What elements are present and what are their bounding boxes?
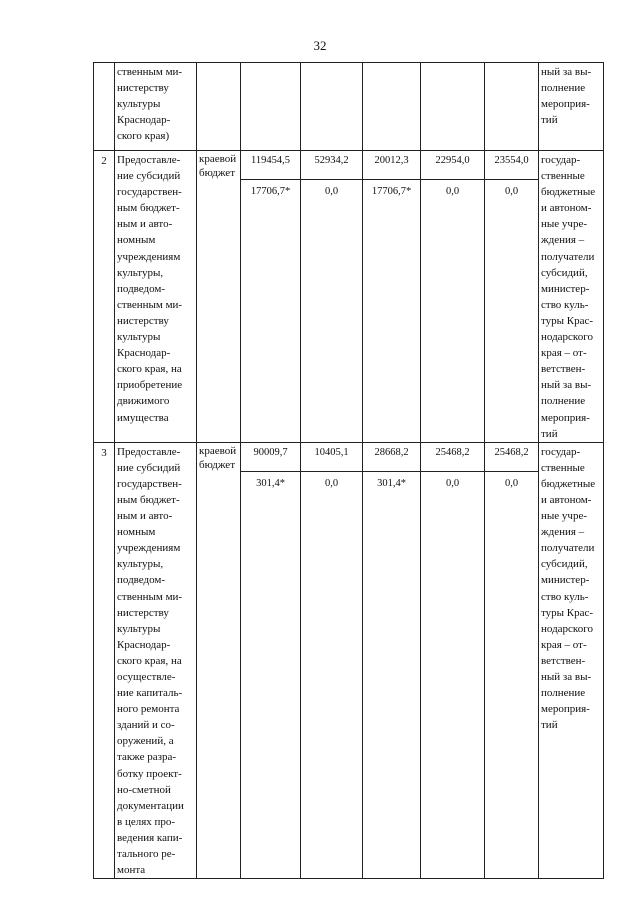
- row-number: 2: [94, 151, 115, 443]
- executor-line: ный за вы-: [541, 379, 592, 392]
- amount-cell: [363, 442, 421, 879]
- amount-cell: [421, 442, 485, 879]
- activity-description-line: тального ре-: [117, 848, 176, 861]
- amount-carryover: 0,0: [445, 477, 460, 489]
- executor-line: полнение: [541, 395, 586, 408]
- activity-description-line: ние капиталь-: [117, 687, 183, 700]
- executor-line: тий: [541, 719, 558, 732]
- amount-total: 10405,1: [301, 443, 362, 472]
- activity-description: [115, 63, 197, 151]
- executor-line: и автоном-: [541, 202, 592, 215]
- activity-description-line: Краснодар-: [117, 347, 171, 360]
- activity-description-line: номным: [117, 526, 156, 539]
- amount-cell: [485, 442, 539, 879]
- activity-description-line: ского края, на: [117, 654, 182, 667]
- amount-carryover: 17706,7*: [371, 186, 412, 197]
- activity-description-line: нистерству: [117, 82, 169, 95]
- funding-source-line: краевой: [199, 444, 237, 457]
- amount-total: 52934,2: [301, 151, 362, 180]
- funding-source-line: бюджет: [199, 458, 235, 471]
- table-row: [94, 63, 604, 151]
- executor-line: государ-: [541, 445, 581, 458]
- executor-line: мероприя-: [541, 703, 590, 716]
- activity-description-line: Предоставле-: [117, 154, 181, 166]
- amount-total: 25468,2: [485, 443, 538, 472]
- amount-total: 90009,7: [241, 443, 300, 472]
- executor-line: мероприя-: [541, 98, 590, 111]
- activity-description-line: ственным ми-: [117, 298, 183, 311]
- activity-description-line: номным: [117, 234, 156, 247]
- activity-description-line: ного ремонта: [117, 703, 180, 716]
- activity-description-line: государствен-: [117, 186, 182, 199]
- row-number: 3: [94, 442, 115, 879]
- executor: [539, 151, 604, 443]
- executor-line: министер-: [541, 574, 590, 587]
- activity-description: [115, 442, 197, 879]
- row-number: [94, 63, 115, 151]
- activity-description-line: Краснодар-: [117, 114, 171, 127]
- funding-source: [197, 151, 241, 443]
- activity-description-line: ние субсидий: [117, 461, 181, 474]
- executor-line: тий: [541, 427, 558, 440]
- activity-description-line: приобретение: [117, 379, 183, 392]
- funding-source: [197, 442, 241, 879]
- amount-cell: [363, 151, 421, 443]
- activity-description-line: ным и авто-: [117, 510, 173, 523]
- activity-description-line: зданий и со-: [117, 719, 175, 732]
- amount-total: 119454,5: [241, 151, 300, 180]
- amount-cell: [485, 63, 539, 151]
- amount-cell: [241, 151, 301, 443]
- executor-line: полнение: [541, 82, 586, 95]
- executor-line: ство куль-: [541, 590, 589, 603]
- amount-carryover: 301,4*: [256, 477, 285, 489]
- amount-carryover: 0,0: [504, 477, 519, 489]
- executor-line: туры Крас-: [541, 314, 594, 327]
- executor-line: ный за вы-: [541, 66, 592, 78]
- activity-description-line: культуры,: [117, 266, 164, 279]
- activity-description-line: ственным ми-: [117, 590, 183, 603]
- executor-line: нодарского: [541, 622, 593, 635]
- amount-total: 25468,2: [421, 443, 484, 472]
- activity-description-line: учреждениям: [117, 542, 181, 555]
- amount-cell: [485, 151, 539, 443]
- activity-description-line: ского края): [117, 130, 170, 143]
- executor-line: и автоном-: [541, 493, 592, 506]
- amount-cell: [241, 442, 301, 879]
- amount-cell: [241, 63, 301, 151]
- executor-line: тий: [541, 114, 558, 127]
- activity-description-line: документации: [117, 799, 184, 812]
- executor-line: края – от-: [541, 638, 587, 651]
- activity-description-line: нистерству: [117, 606, 169, 619]
- executor-line: ные учре-: [541, 510, 587, 523]
- activity-description-line: монта: [117, 864, 146, 877]
- activity-description-line: ботку проект-: [117, 767, 182, 780]
- activity-description-line: подведом-: [117, 282, 166, 295]
- activity-description-line: ственным ми-: [117, 66, 183, 78]
- executor-line: нодарского: [541, 331, 593, 344]
- amount-carryover: 0,0: [445, 186, 460, 197]
- executor-line: министер-: [541, 282, 590, 295]
- executor-line: получатели: [541, 250, 595, 263]
- amount-total: 28668,2: [363, 443, 420, 472]
- amount-total: 22954,0: [421, 151, 484, 180]
- amount-total: 23554,0: [485, 151, 538, 180]
- amount-total: 20012,3: [363, 151, 420, 180]
- activity-description-line: Краснодар-: [117, 638, 171, 651]
- executor-line: ственные: [541, 461, 585, 474]
- executor-line: субсидий,: [541, 558, 588, 571]
- executor-line: ветствен-: [541, 654, 586, 667]
- executor-line: получатели: [541, 542, 595, 555]
- funding-source: [197, 63, 241, 151]
- activity-description-line: культуры,: [117, 558, 164, 571]
- activity-description-line: ным и авто-: [117, 218, 173, 231]
- executor-line: ждения –: [541, 526, 585, 539]
- activity-description-line: Предоставле-: [117, 445, 181, 458]
- amount-cell: [301, 442, 363, 879]
- amount-carryover: 301,4*: [377, 477, 406, 489]
- activity-description-line: нистерству: [117, 314, 169, 327]
- amount-carryover: 0,0: [324, 186, 339, 197]
- activity-description-line: культуры: [117, 98, 161, 111]
- executor-line: полнение: [541, 687, 586, 700]
- executor: [539, 63, 604, 151]
- funding-source-line: краевой: [199, 153, 237, 165]
- amount-cell: [421, 63, 485, 151]
- page-number: 32: [313, 38, 327, 53]
- amount-cell: [301, 151, 363, 443]
- funding-source-line: бюджет: [199, 167, 235, 179]
- activity-description-line: оружений, а: [117, 735, 174, 748]
- activity-description-line: ского края, на: [117, 363, 182, 376]
- executor-line: ственные: [541, 170, 585, 183]
- executor-line: ждения –: [541, 234, 585, 247]
- executor-line: мероприя-: [541, 411, 590, 424]
- activity-description-line: осуществле-: [117, 671, 176, 683]
- activity-description-line: государствен-: [117, 477, 182, 490]
- activity-description-line: в целях про-: [117, 815, 176, 828]
- amount-cell: [421, 151, 485, 443]
- table-row: [94, 442, 604, 879]
- amount-carryover: 0,0: [504, 186, 519, 197]
- amount-cell: [363, 63, 421, 151]
- activity-description-line: культуры: [117, 331, 161, 344]
- executor-line: ный за вы-: [541, 671, 592, 683]
- executor-line: государ-: [541, 154, 581, 166]
- activity-description-line: ведения капи-: [117, 831, 183, 844]
- activity-description-line: культуры: [117, 622, 161, 635]
- executor-line: края – от-: [541, 347, 587, 360]
- activity-description-line: ние субсидий: [117, 170, 181, 183]
- activity-description-line: ным бюджет-: [117, 493, 180, 506]
- executor-line: субсидий,: [541, 266, 588, 279]
- activity-description: [115, 151, 197, 443]
- activity-description-line: также разра-: [117, 751, 177, 764]
- executor: [539, 442, 604, 879]
- program-activities-table: [93, 62, 604, 879]
- executor-line: туры Крас-: [541, 606, 594, 619]
- activity-description-line: движимого: [117, 395, 170, 408]
- executor-line: ные учре-: [541, 218, 587, 231]
- table-row: [94, 151, 604, 443]
- amount-cell: [301, 63, 363, 151]
- activity-description-line: учреждениям: [117, 250, 181, 263]
- amount-carryover: 0,0: [324, 477, 339, 489]
- amount-carryover: 17706,7*: [250, 186, 291, 197]
- executor-line: бюджетные: [541, 186, 596, 199]
- executor-line: бюджетные: [541, 477, 596, 490]
- activity-description-line: подведом-: [117, 574, 166, 587]
- activity-description-line: ным бюджет-: [117, 202, 180, 215]
- executor-line: ство куль-: [541, 298, 589, 311]
- activity-description-line: имущества: [117, 411, 169, 424]
- activity-description-line: но-сметной: [117, 783, 171, 796]
- executor-line: ветствен-: [541, 363, 586, 376]
